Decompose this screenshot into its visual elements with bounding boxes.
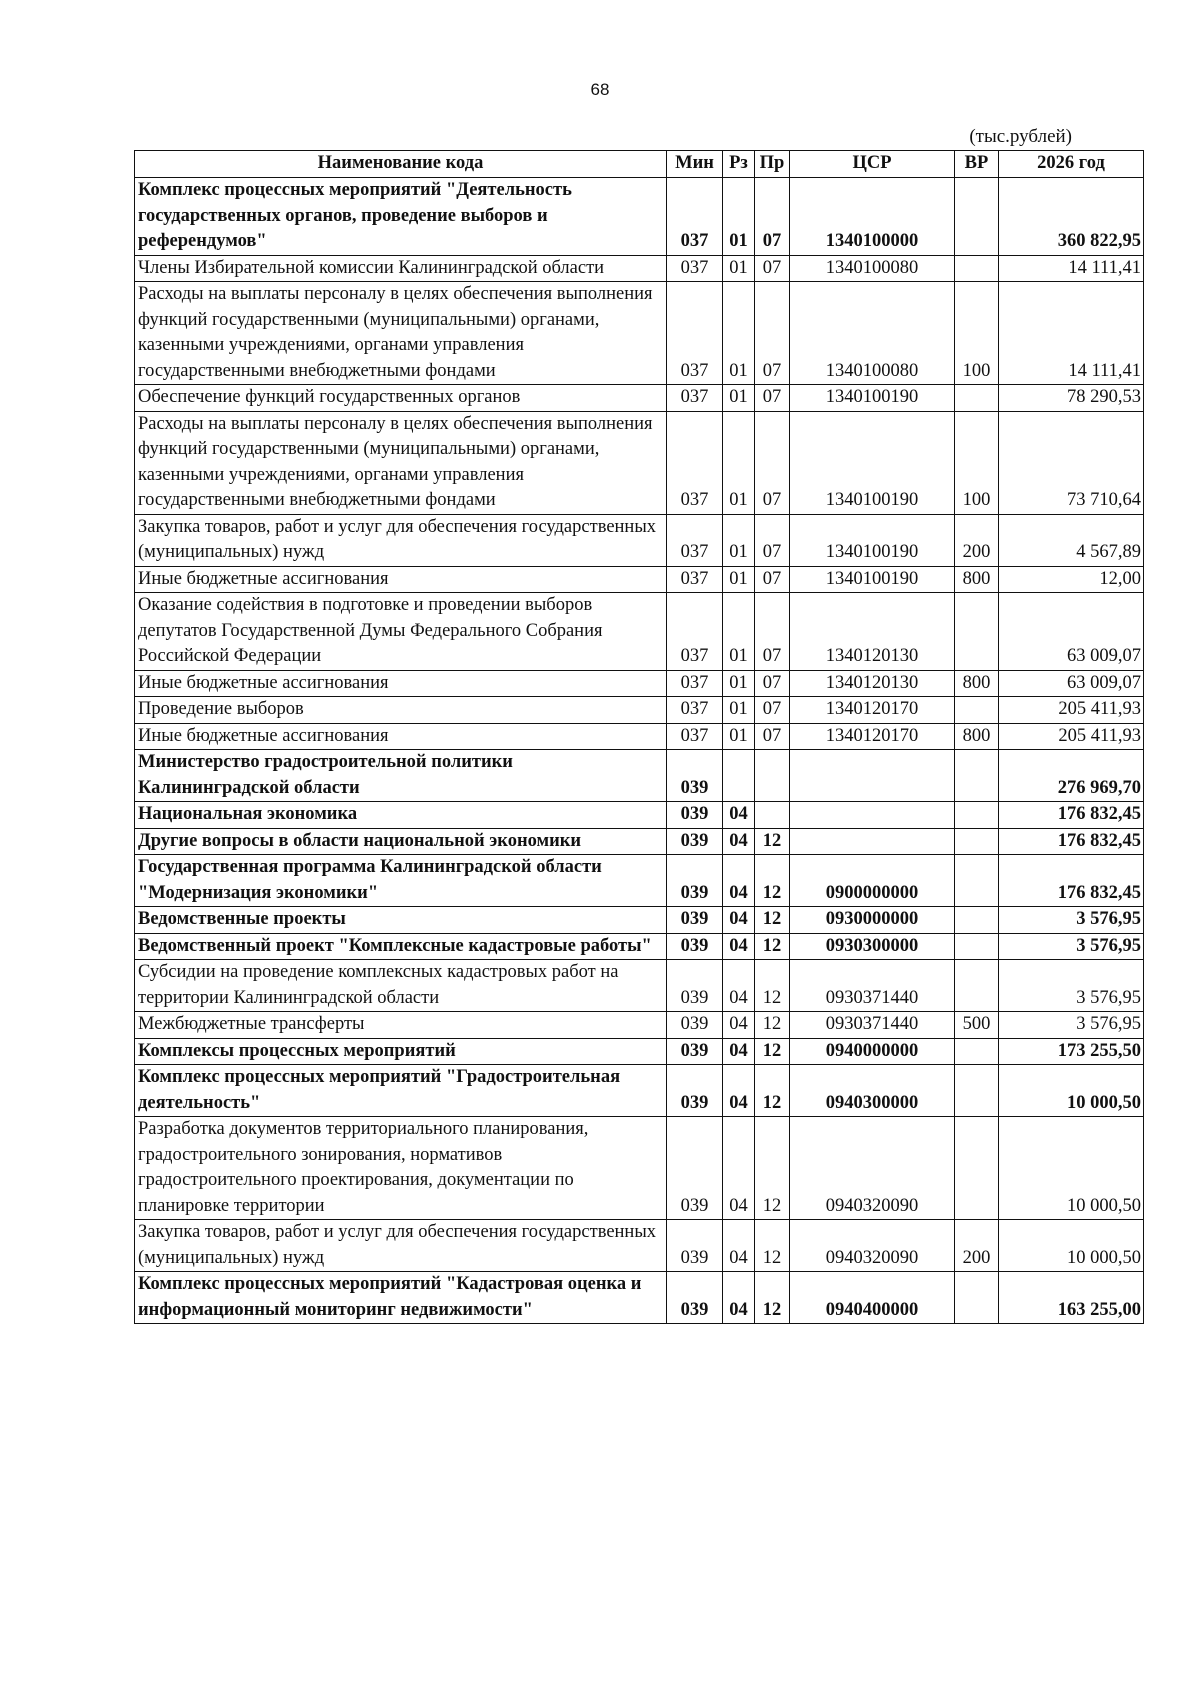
cell-min: 039 <box>667 750 723 802</box>
table-row <box>135 178 1144 256</box>
table-row <box>135 385 1144 412</box>
cell-pr: 12 <box>755 1012 790 1039</box>
cell-min: 037 <box>667 697 723 724</box>
cell-pr: 07 <box>755 411 790 514</box>
cell-pr: 12 <box>755 1220 790 1272</box>
cell-min: 039 <box>667 1220 723 1272</box>
table-row <box>135 255 1144 282</box>
cell-name: Расходы на выплаты персоналу в целях обеспечения выполнения функций государственными (муниципальными) органами, казенными учреждениями, органами управления государственными внебюджетными фондами <box>135 411 667 514</box>
cell-csr: 0940320090 <box>790 1117 955 1220</box>
cell-vr <box>955 178 999 256</box>
cell-rz: 04 <box>723 1038 755 1065</box>
cell-name: Обеспечение функций государственных органов <box>135 385 667 412</box>
cell-pr: 12 <box>755 1117 790 1220</box>
table-row <box>135 750 1144 802</box>
cell-pr: 12 <box>755 828 790 855</box>
cell-vr <box>955 750 999 802</box>
table-row <box>135 1065 1144 1117</box>
cell-vr <box>955 255 999 282</box>
cell-csr <box>790 750 955 802</box>
cell-rz: 04 <box>723 802 755 829</box>
cell-csr: 0900000000 <box>790 855 955 907</box>
table-row <box>135 514 1144 566</box>
cell-min: 039 <box>667 1272 723 1324</box>
cell-min: 037 <box>667 514 723 566</box>
cell-name: Члены Избирательной комиссии Калининградской области <box>135 255 667 282</box>
cell-min: 037 <box>667 411 723 514</box>
cell-csr: 1340120130 <box>790 593 955 671</box>
cell-amount: 3 576,95 <box>999 960 1144 1012</box>
cell-amount: 3 576,95 <box>999 933 1144 960</box>
cell-amount: 63 009,07 <box>999 593 1144 671</box>
cell-amount: 73 710,64 <box>999 411 1144 514</box>
cell-amount: 360 822,95 <box>999 178 1144 256</box>
cell-amount: 4 567,89 <box>999 514 1144 566</box>
cell-name: Иные бюджетные ассигнования <box>135 670 667 697</box>
column-header-rz: Рз <box>723 151 755 178</box>
cell-vr <box>955 828 999 855</box>
cell-rz: 01 <box>723 593 755 671</box>
column-header-csr: ЦСР <box>790 151 955 178</box>
cell-vr: 800 <box>955 670 999 697</box>
cell-vr: 800 <box>955 566 999 593</box>
cell-min: 037 <box>667 282 723 385</box>
cell-csr: 1340100190 <box>790 566 955 593</box>
table-row <box>135 411 1144 514</box>
cell-min: 039 <box>667 933 723 960</box>
cell-pr: 07 <box>755 670 790 697</box>
cell-name: Закупка товаров, работ и услуг для обеспечения государственных (муниципальных) нужд <box>135 1220 667 1272</box>
cell-vr <box>955 933 999 960</box>
cell-csr: 0930371440 <box>790 960 955 1012</box>
cell-rz: 01 <box>723 566 755 593</box>
cell-name: Субсидии на проведение комплексных кадастровых работ на территории Калининградской области <box>135 960 667 1012</box>
column-header-amount: 2026 год <box>999 151 1144 178</box>
cell-name: Другие вопросы в области национальной экономики <box>135 828 667 855</box>
cell-pr: 07 <box>755 723 790 750</box>
units-note: (тыс.рублей) <box>969 126 1072 147</box>
cell-pr: 07 <box>755 282 790 385</box>
cell-rz: 01 <box>723 178 755 256</box>
cell-csr: 1340100190 <box>790 385 955 412</box>
cell-min: 037 <box>667 593 723 671</box>
cell-vr <box>955 907 999 934</box>
table-row <box>135 670 1144 697</box>
cell-csr: 0940320090 <box>790 1220 955 1272</box>
cell-vr <box>955 1065 999 1117</box>
cell-rz: 01 <box>723 385 755 412</box>
cell-rz: 04 <box>723 1065 755 1117</box>
cell-vr <box>955 1117 999 1220</box>
column-header-vr: ВР <box>955 151 999 178</box>
cell-name: Закупка товаров, работ и услуг для обеспечения государственных (муниципальных) нужд <box>135 514 667 566</box>
cell-vr: 200 <box>955 514 999 566</box>
cell-vr <box>955 593 999 671</box>
cell-pr: 12 <box>755 1065 790 1117</box>
cell-min: 037 <box>667 566 723 593</box>
cell-rz: 04 <box>723 855 755 907</box>
cell-csr: 0930371440 <box>790 1012 955 1039</box>
table-row <box>135 960 1144 1012</box>
cell-csr: 1340100190 <box>790 514 955 566</box>
column-header-min: Мин <box>667 151 723 178</box>
cell-min: 039 <box>667 907 723 934</box>
cell-csr: 1340120130 <box>790 670 955 697</box>
cell-amount: 176 832,45 <box>999 828 1144 855</box>
cell-vr <box>955 697 999 724</box>
table-body <box>135 178 1144 1324</box>
cell-rz: 04 <box>723 1117 755 1220</box>
cell-min: 039 <box>667 802 723 829</box>
cell-amount: 63 009,07 <box>999 670 1144 697</box>
cell-name: Комплекс процессных мероприятий "Кадастровая оценка и информационный мониторинг недвижимости" <box>135 1272 667 1324</box>
table-row <box>135 723 1144 750</box>
cell-rz: 01 <box>723 411 755 514</box>
cell-csr: 0930000000 <box>790 907 955 934</box>
cell-amount: 173 255,50 <box>999 1038 1144 1065</box>
cell-csr: 0940000000 <box>790 1038 955 1065</box>
cell-csr: 1340120170 <box>790 723 955 750</box>
table-row <box>135 1012 1144 1039</box>
cell-amount: 176 832,45 <box>999 855 1144 907</box>
cell-csr: 1340120170 <box>790 697 955 724</box>
cell-pr <box>755 802 790 829</box>
cell-csr: 1340100080 <box>790 255 955 282</box>
table-row <box>135 697 1144 724</box>
cell-min: 039 <box>667 1038 723 1065</box>
cell-name: Расходы на выплаты персоналу в целях обеспечения выполнения функций государственными (муниципальными) органами, казенными учреждениями, органами управления государственными внебюджетными фондами <box>135 282 667 385</box>
table-row <box>135 855 1144 907</box>
table-row <box>135 802 1144 829</box>
cell-min: 039 <box>667 1117 723 1220</box>
cell-pr: 12 <box>755 855 790 907</box>
cell-name: Ведомственный проект "Комплексные кадастровые работы" <box>135 933 667 960</box>
cell-name: Комплекс процессных мероприятий "Деятельность государственных органов, проведение выборов и референдумов" <box>135 178 667 256</box>
cell-vr: 500 <box>955 1012 999 1039</box>
cell-rz: 04 <box>723 828 755 855</box>
cell-amount: 3 576,95 <box>999 907 1144 934</box>
cell-amount: 176 832,45 <box>999 802 1144 829</box>
cell-pr: 07 <box>755 385 790 412</box>
table-row <box>135 1220 1144 1272</box>
column-header-pr: Пр <box>755 151 790 178</box>
cell-min: 039 <box>667 855 723 907</box>
table-row <box>135 566 1144 593</box>
table-row <box>135 828 1144 855</box>
cell-pr: 07 <box>755 566 790 593</box>
cell-pr: 12 <box>755 907 790 934</box>
cell-vr <box>955 802 999 829</box>
cell-pr: 07 <box>755 178 790 256</box>
cell-rz: 04 <box>723 960 755 1012</box>
table-row <box>135 282 1144 385</box>
table-row <box>135 1038 1144 1065</box>
cell-vr: 100 <box>955 411 999 514</box>
cell-csr <box>790 828 955 855</box>
cell-pr: 12 <box>755 960 790 1012</box>
cell-amount: 163 255,00 <box>999 1272 1144 1324</box>
cell-rz <box>723 750 755 802</box>
cell-name: Оказание содействия в подготовке и проведении выборов депутатов Государственной Думы Федерального Собрания Российской Федерации <box>135 593 667 671</box>
cell-pr: 07 <box>755 514 790 566</box>
cell-amount: 10 000,50 <box>999 1220 1144 1272</box>
cell-csr <box>790 802 955 829</box>
cell-name: Министерство градостроительной политики Калининградской области <box>135 750 667 802</box>
cell-min: 037 <box>667 385 723 412</box>
table-header-row <box>135 151 1144 178</box>
cell-amount: 276 969,70 <box>999 750 1144 802</box>
cell-amount: 10 000,50 <box>999 1065 1144 1117</box>
cell-vr <box>955 855 999 907</box>
page-number: 68 <box>590 80 610 99</box>
column-header-name: Наименование кода <box>135 151 667 178</box>
cell-csr: 1340100000 <box>790 178 955 256</box>
cell-amount: 12,00 <box>999 566 1144 593</box>
cell-pr: 12 <box>755 1272 790 1324</box>
cell-name: Государственная программа Калининградской области "Модернизация экономики" <box>135 855 667 907</box>
cell-min: 037 <box>667 178 723 256</box>
cell-min: 037 <box>667 723 723 750</box>
cell-vr: 200 <box>955 1220 999 1272</box>
cell-vr <box>955 1272 999 1324</box>
cell-amount: 205 411,93 <box>999 723 1144 750</box>
cell-amount: 10 000,50 <box>999 1117 1144 1220</box>
cell-name: Ведомственные проекты <box>135 907 667 934</box>
cell-rz: 01 <box>723 282 755 385</box>
cell-vr <box>955 385 999 412</box>
cell-csr: 1340100190 <box>790 411 955 514</box>
cell-rz: 04 <box>723 1012 755 1039</box>
cell-csr: 0940300000 <box>790 1065 955 1117</box>
cell-rz: 04 <box>723 933 755 960</box>
cell-min: 039 <box>667 828 723 855</box>
cell-rz: 01 <box>723 514 755 566</box>
cell-amount: 14 111,41 <box>999 282 1144 385</box>
cell-pr: 07 <box>755 255 790 282</box>
cell-pr: 12 <box>755 1038 790 1065</box>
cell-name: Проведение выборов <box>135 697 667 724</box>
cell-name: Комплексы процессных мероприятий <box>135 1038 667 1065</box>
cell-min: 039 <box>667 960 723 1012</box>
cell-csr: 0940400000 <box>790 1272 955 1324</box>
cell-min: 037 <box>667 255 723 282</box>
cell-pr: 12 <box>755 933 790 960</box>
cell-name: Национальная экономика <box>135 802 667 829</box>
cell-rz: 01 <box>723 723 755 750</box>
cell-rz: 04 <box>723 907 755 934</box>
cell-vr: 800 <box>955 723 999 750</box>
cell-rz: 01 <box>723 670 755 697</box>
cell-rz: 04 <box>723 1272 755 1324</box>
cell-pr <box>755 750 790 802</box>
cell-vr <box>955 1038 999 1065</box>
table-row <box>135 933 1144 960</box>
cell-pr: 07 <box>755 697 790 724</box>
cell-name: Иные бюджетные ассигнования <box>135 723 667 750</box>
cell-rz: 01 <box>723 697 755 724</box>
cell-csr: 0930300000 <box>790 933 955 960</box>
cell-csr: 1340100080 <box>790 282 955 385</box>
cell-amount: 78 290,53 <box>999 385 1144 412</box>
cell-min: 037 <box>667 670 723 697</box>
cell-name: Комплекс процессных мероприятий "Градостроительная деятельность" <box>135 1065 667 1117</box>
table-row <box>135 1117 1144 1220</box>
cell-vr <box>955 960 999 1012</box>
cell-vr: 100 <box>955 282 999 385</box>
cell-rz: 01 <box>723 255 755 282</box>
cell-min: 039 <box>667 1012 723 1039</box>
cell-name: Разработка документов территориального планирования, градостроительного зонирования, нормативов градостроительного проектирования, документации по планировке территории <box>135 1117 667 1220</box>
cell-name: Межбюджетные трансферты <box>135 1012 667 1039</box>
cell-rz: 04 <box>723 1220 755 1272</box>
budget-table <box>134 150 1144 1324</box>
table-row <box>135 593 1144 671</box>
cell-amount: 205 411,93 <box>999 697 1144 724</box>
table-row <box>135 907 1144 934</box>
cell-amount: 3 576,95 <box>999 1012 1144 1039</box>
table-row <box>135 1272 1144 1324</box>
cell-name: Иные бюджетные ассигнования <box>135 566 667 593</box>
cell-amount: 14 111,41 <box>999 255 1144 282</box>
cell-pr: 07 <box>755 593 790 671</box>
cell-min: 039 <box>667 1065 723 1117</box>
